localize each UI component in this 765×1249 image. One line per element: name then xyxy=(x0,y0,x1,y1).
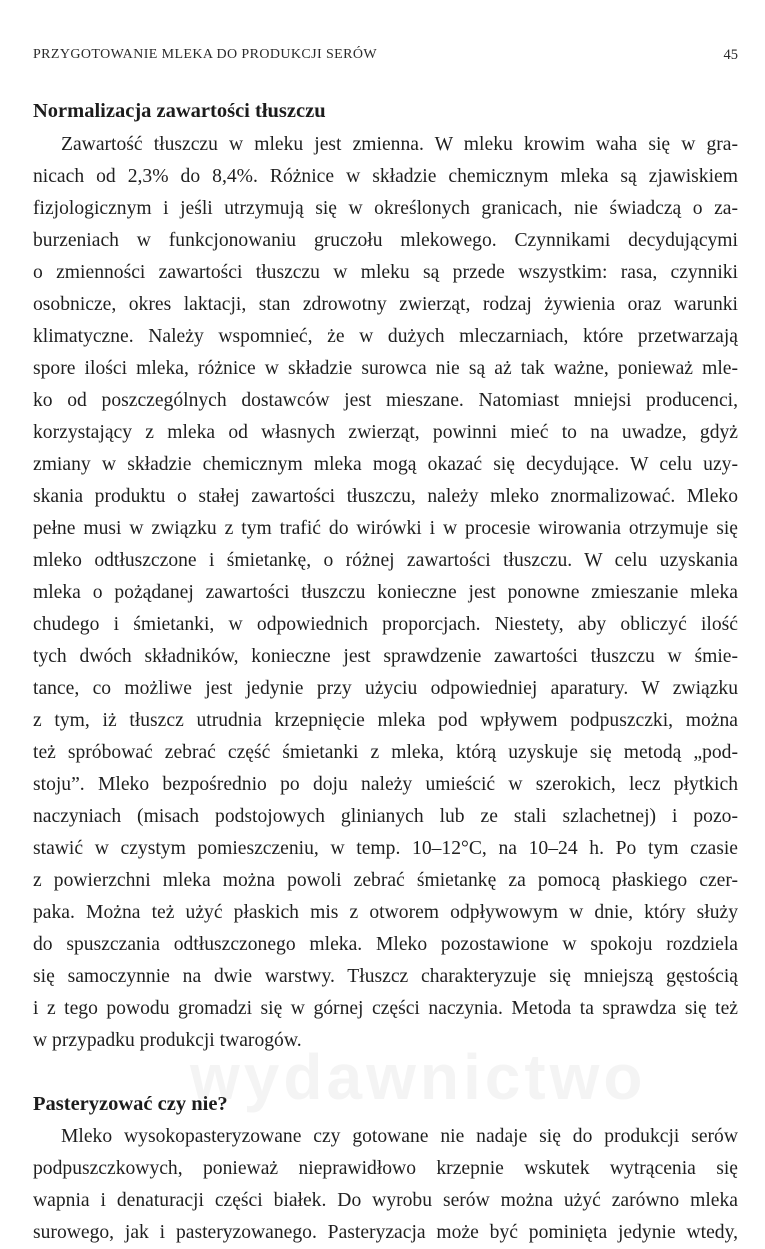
text-line: o zmienności zawartości tłuszczu w mleku są przede wszystkim: rasa, czynniki xyxy=(33,262,738,283)
section-heading: Pasteryzować czy nie? xyxy=(33,1093,228,1115)
text-line: pełne musi w związku z tym trafić do wirówki i w procesie wirowania otrzymuje się xyxy=(33,518,738,539)
text-line: tance, co możliwe jest jedynie przy użyciu odpowiedniej aparatury. W związku xyxy=(33,678,738,699)
paragraph xyxy=(33,1121,738,1249)
text-line: zmiany w składzie chemicznym mleka mogą okazać się decydujące. W celu uzy- xyxy=(33,454,738,475)
text-line: stawić w czystym pomieszczeniu, w temp. 10–12°C, na 10–24 h. Po tym czasie xyxy=(33,838,738,859)
text-line: korzystający z mleka od własnych zwierząt, powinni mieć to na uwadze, gdyż xyxy=(33,422,738,443)
text-line: tych dwóch składników, konieczne jest sprawdzenie zawartości tłuszczu w śmie- xyxy=(33,646,738,667)
text-line: z tym, iż tłuszcz utrudnia krzepnięcie mleka pod wpływem podpuszczki, można xyxy=(33,710,738,731)
text-line: chudego i śmietanki, w odpowiednich proporcjach. Niestety, aby obliczyć ilość xyxy=(33,614,738,635)
text-line: Mleko wysokopasteryzowane czy gotowane nie nadaje się do produkcji serów xyxy=(61,1126,738,1147)
text-line: klimatyczne. Należy wspomnieć, że w dużych mleczarniach, które przetwarzają xyxy=(33,326,738,347)
page-content xyxy=(33,96,738,1249)
text-line: podpuszczkowych, ponieważ nieprawidłowo krzepnie wskutek wytrącenia się xyxy=(33,1158,738,1179)
watermark: wydawnictwo xyxy=(190,1041,647,1113)
text-line: się samoczynnie na dwie warstwy. Tłuszcz charakteryzuje się mniejszą gęstością xyxy=(33,966,738,987)
text-line: spore ilości mleka, różnice w składzie surowca nie są aż tak ważne, ponieważ mle- xyxy=(33,358,738,379)
text-line: wapnia i denaturacji części białek. Do wyrobu serów można użyć zarówno mleka xyxy=(33,1190,738,1211)
text-line: ko od poszczególnych dostawców jest mieszane. Natomiast mniejsi producenci, xyxy=(33,390,738,411)
text-line: też spróbować zebrać część śmietanki z mleka, którą uzyskuje się metodą „pod- xyxy=(33,742,738,763)
text-line: naczyniach (misach podstojowych glinianych lub ze stali szlachetnej) i pozo- xyxy=(33,806,738,827)
text-line: Zawartość tłuszczu w mleku jest zmienna. W mleku krowim waha się w gra- xyxy=(61,134,738,155)
text-line: do spuszczania odtłuszczonego mleka. Mleko pozostawione w spokoju rozdziela xyxy=(33,934,738,955)
text-line: w przypadku produkcji twarogów. xyxy=(33,1030,302,1051)
text-line: nicach od 2,3% do 8,4%. Różnice w składzie chemicznym mleka są zjawiskiem xyxy=(33,166,738,187)
text-line: skania produktu o stałej zawartości tłuszczu, należy mleko znormalizować. Mleko xyxy=(33,486,738,507)
running-head xyxy=(33,47,738,71)
text-line: surowego, jak i pasteryzowanego. Pasteryzacja może być pominięta jedynie wtedy, xyxy=(33,1222,738,1243)
text-line: burzeniach w funkcjonowaniu gruczołu mlekowego. Czynnikami decydującymi xyxy=(33,230,738,251)
text-line: osobnicze, okres laktacji, stan zdrowotny zwierząt, rodzaj żywienia oraz warunki xyxy=(33,294,738,315)
section-heading: Normalizacja zawartości tłuszczu xyxy=(33,100,326,122)
page-number: 45 xyxy=(723,47,738,63)
text-line: stoju”. Mleko bezpośrednio po doju należy umieścić w szerokich, lecz płytkich xyxy=(33,774,738,795)
text-line: mleko odtłuszczone i śmietankę, o różnej zawartości tłuszczu. W celu uzyskania xyxy=(33,550,738,571)
text-line: mleka o pożądanej zawartości tłuszczu konieczne jest ponowne zmieszanie mleka xyxy=(33,582,738,603)
paragraph xyxy=(33,129,738,1057)
text-line: i z tego powodu gromadzi się w górnej części naczynia. Metoda ta sprawdza się też xyxy=(33,998,738,1019)
running-title: PRZYGOTOWANIE MLEKA DO PRODUKCJI SERÓW xyxy=(33,47,377,62)
text-line: z powierzchni mleka można powoli zebrać śmietankę za pomocą płaskiego czer- xyxy=(33,870,738,891)
text-line: paka. Można też użyć płaskich mis z otworem odpływowym w dnie, który służy xyxy=(33,902,738,923)
text-line: fizjologicznym i jeśli utrzymują się w określonych granicach, nie świadczą o za- xyxy=(33,198,738,219)
